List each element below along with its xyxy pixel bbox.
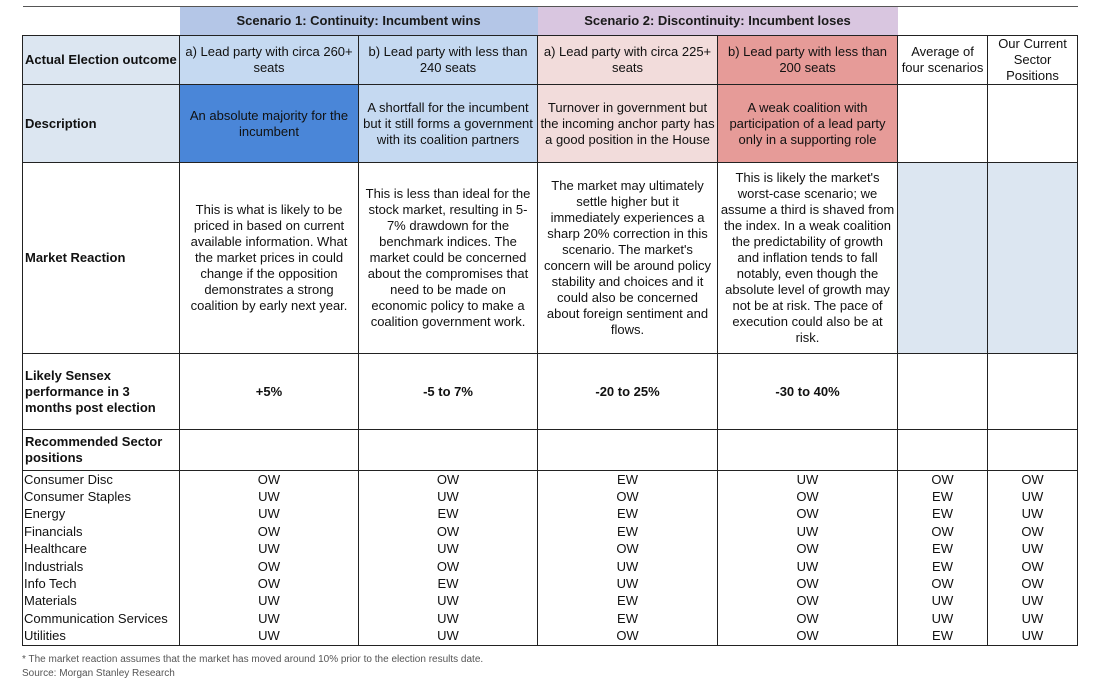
sector-position-avg: EW: [898, 488, 988, 505]
table-row: [23, 575, 1078, 592]
reaction-label: Market Reaction: [23, 163, 180, 354]
sector-name: Industrials: [23, 558, 180, 575]
sector-name: Financials: [23, 523, 180, 540]
sector-position-avg: EW: [898, 541, 988, 558]
outcome-s1a: a) Lead party with circa 260+ seats: [180, 36, 359, 85]
sector-position-s1b: UW: [359, 593, 538, 610]
footnote-note: * The market reaction assumes that the market has moved around 10% prior to the election results date.: [22, 654, 484, 665]
reaction-s2b: This is likely the market's worst-case scenario; we assume a third is shaved from the index. In a weak coalition the predictability of growth and inflation tends to fall notably, even though the absolute level of growth may not be at risk. The pace of execution could also be at risk.: [718, 163, 898, 354]
sector-position-s2b: OW: [718, 593, 898, 610]
sector-position-s1a: OW: [180, 575, 359, 592]
sector-position-s2b: OW: [718, 628, 898, 646]
sector-position-cur: UW: [988, 541, 1078, 558]
outcome-current: Our Current Sector Positions: [988, 36, 1078, 85]
sector-name: Materials: [23, 593, 180, 610]
description-s2b: A weak coalition with participation of a lead party only in a supporting role: [718, 85, 898, 163]
outcome-s1b: b) Lead party with less than 240 seats: [359, 36, 538, 85]
reaction-s2a: The market may ultimately settle higher but it immediately experiences a sharp 20% correction in this scenario. The market's concern will be around policy stability and choices and it could also be concerned about foreign sentiment and flows.: [538, 163, 718, 354]
sector-position-avg: EW: [898, 558, 988, 575]
sector-position-s2b: OW: [718, 506, 898, 523]
description-s1b: A shortfall for the incumbent but it still forms a government with its coalition partners: [359, 85, 538, 163]
sectors-label-row: [23, 430, 1078, 471]
sector-position-s1a: OW: [180, 523, 359, 540]
sector-position-s2a: EW: [538, 610, 718, 627]
sector-position-s1a: UW: [180, 541, 359, 558]
sector-position-s2a: EW: [538, 593, 718, 610]
election-scenarios-table: [22, 6, 1078, 646]
sector-position-s2b: UW: [718, 523, 898, 540]
sensex-label: Likely Sensex performance in 3 months post election: [23, 354, 180, 430]
sector-name: Utilities: [23, 628, 180, 646]
sensex-current: [988, 354, 1078, 430]
sector-position-avg: EW: [898, 628, 988, 646]
sector-position-avg: UW: [898, 610, 988, 627]
sector-position-avg: OW: [898, 575, 988, 592]
sector-name: Consumer Disc: [23, 471, 180, 489]
sector-position-s1a: OW: [180, 471, 359, 489]
sector-position-s2a: UW: [538, 558, 718, 575]
sector-name: Energy: [23, 506, 180, 523]
sector-position-s1b: OW: [359, 471, 538, 489]
sector-position-s1b: EW: [359, 575, 538, 592]
sector-position-avg: EW: [898, 506, 988, 523]
table-row: [23, 506, 1078, 523]
sector-position-s1b: OW: [359, 523, 538, 540]
table-row: [23, 593, 1078, 610]
sensex-s1b: -5 to 7%: [359, 354, 538, 430]
table-row: [23, 541, 1078, 558]
sectors-label-blank: [898, 430, 988, 471]
outcome-s2b: b) Lead party with less than 200 seats: [718, 36, 898, 85]
reaction-s1a: This is what is likely to be priced in based on current available information. What the market prices in could change if the opposition demonstrates a strong coalition by early next year.: [180, 163, 359, 354]
sector-position-cur: UW: [988, 610, 1078, 627]
sector-position-s1b: OW: [359, 558, 538, 575]
sector-position-s1a: UW: [180, 506, 359, 523]
description-s2a: Turnover in government but the incoming anchor party has a good position in the House: [538, 85, 718, 163]
sector-position-s2b: UW: [718, 471, 898, 489]
footnote-source: Source: Morgan Stanley Research: [22, 668, 175, 679]
sector-position-s2b: OW: [718, 488, 898, 505]
sector-position-s1a: UW: [180, 488, 359, 505]
sector-position-s1a: UW: [180, 610, 359, 627]
sector-position-s1b: UW: [359, 610, 538, 627]
table-row: [23, 471, 1078, 489]
outcome-s2a: a) Lead party with circa 225+ seats: [538, 36, 718, 85]
table-row: [23, 628, 1078, 646]
sector-position-s1a: UW: [180, 628, 359, 646]
sectors-label-blank: [718, 430, 898, 471]
sector-position-s1b: UW: [359, 628, 538, 646]
outcome-average: Average of four scenarios: [898, 36, 988, 85]
sensex-s2a: -20 to 25%: [538, 354, 718, 430]
sector-position-s1a: OW: [180, 558, 359, 575]
table-row: [23, 610, 1078, 627]
sector-position-cur: OW: [988, 575, 1078, 592]
reaction-row: [23, 163, 1078, 354]
sensex-s2b: -30 to 40%: [718, 354, 898, 430]
outcome-label: Actual Election outcome: [23, 36, 180, 85]
description-average: [898, 85, 988, 163]
sector-position-s2a: OW: [538, 541, 718, 558]
sector-position-s2a: EW: [538, 471, 718, 489]
sector-position-s2b: OW: [718, 541, 898, 558]
reaction-s1b: This is less than ideal for the stock market, resulting in 5-7% drawdown for the benchmark indices. The market could be concerned about the compromises that need to be made on economic policy to make a coalition government work.: [359, 163, 538, 354]
sector-position-avg: OW: [898, 523, 988, 540]
sector-position-cur: UW: [988, 628, 1078, 646]
sector-position-s2b: UW: [718, 558, 898, 575]
sector-name: Consumer Staples: [23, 488, 180, 505]
sector-position-s1b: UW: [359, 488, 538, 505]
description-s1a: An absolute majority for the incumbent: [180, 85, 359, 163]
sector-position-s2a: OW: [538, 628, 718, 646]
outcome-row: [23, 36, 1078, 85]
scenario1-header: Scenario 1: Continuity: Incumbent wins: [180, 7, 538, 36]
sector-position-s2a: EW: [538, 506, 718, 523]
sector-position-avg: UW: [898, 593, 988, 610]
sector-position-cur: UW: [988, 488, 1078, 505]
header-blank-cur: [988, 7, 1078, 36]
sector-position-s1a: UW: [180, 593, 359, 610]
scenario2-header: Scenario 2: Discontinuity: Incumbent loses: [538, 7, 898, 36]
sector-position-cur: OW: [988, 471, 1078, 489]
sectors-label-blank: [180, 430, 359, 471]
sensex-average: [898, 354, 988, 430]
sectors-label-blank: [988, 430, 1078, 471]
table-row: [23, 523, 1078, 540]
header-blank-avg: [898, 7, 988, 36]
sector-name: Healthcare: [23, 541, 180, 558]
header-blank: [23, 7, 180, 36]
sector-position-avg: OW: [898, 471, 988, 489]
table-row: [23, 558, 1078, 575]
description-row: [23, 85, 1078, 163]
description-current: [988, 85, 1078, 163]
reaction-average: [898, 163, 988, 354]
description-label: Description: [23, 85, 180, 163]
sectors-label: Recommended Sector positions: [23, 430, 180, 471]
sectors-label-blank: [359, 430, 538, 471]
scenario-header-row: [23, 7, 1078, 36]
sector-position-cur: OW: [988, 523, 1078, 540]
sector-position-cur: UW: [988, 506, 1078, 523]
sensex-row: [23, 354, 1078, 430]
sector-position-s2a: UW: [538, 575, 718, 592]
sector-position-s1b: EW: [359, 506, 538, 523]
sector-position-s1b: UW: [359, 541, 538, 558]
sector-name: Info Tech: [23, 575, 180, 592]
sector-position-s2b: OW: [718, 610, 898, 627]
sectors-label-blank: [538, 430, 718, 471]
sensex-s1a: +5%: [180, 354, 359, 430]
sector-position-s2b: OW: [718, 575, 898, 592]
sector-position-s2a: EW: [538, 523, 718, 540]
sector-position-cur: OW: [988, 558, 1078, 575]
reaction-current: [988, 163, 1078, 354]
sector-name: Communication Services: [23, 610, 180, 627]
sector-position-cur: UW: [988, 593, 1078, 610]
sector-rows: [23, 471, 1078, 646]
table-row: [23, 488, 1078, 505]
sector-position-s2a: OW: [538, 488, 718, 505]
